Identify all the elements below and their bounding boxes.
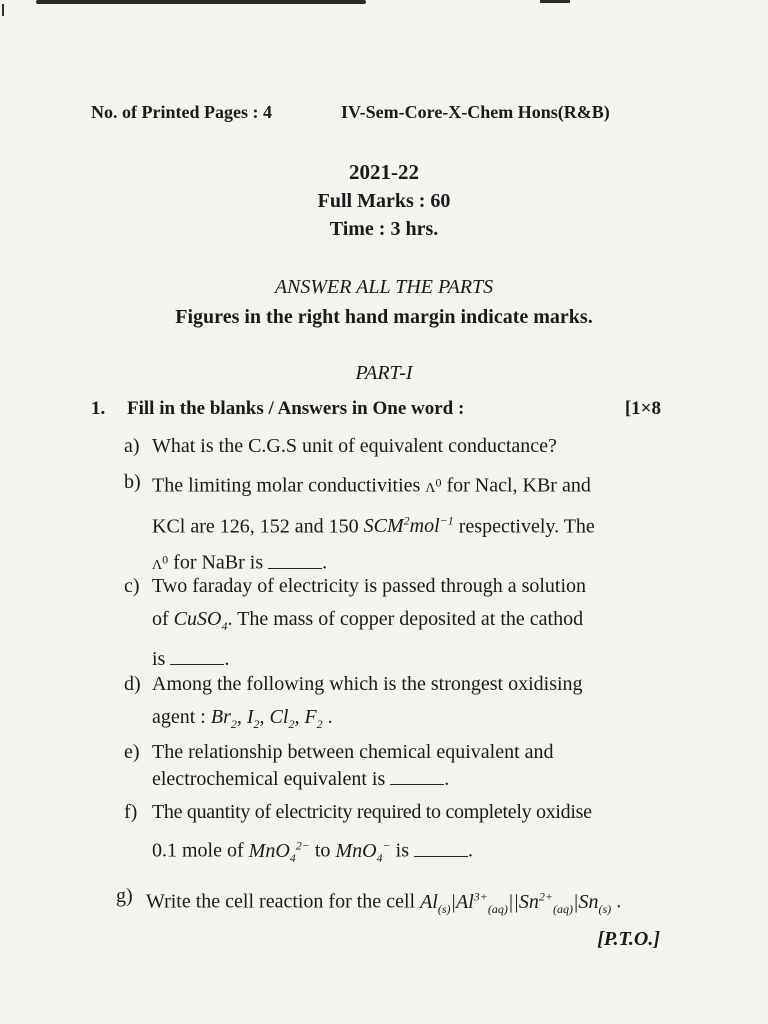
question-text: Fill in the blanks / Answers in One word : bbox=[127, 398, 465, 419]
printed-pages: No. of Printed Pages : 4 bbox=[91, 102, 272, 122]
item-f: f) The quantity of electricity required to completely oxidise 0.1 mole of MnO$_4^{2-}$ to MnO$_4$− is . bbox=[124, 796, 660, 875]
exam-year: 2021-22 bbox=[349, 160, 419, 184]
item-d: d) Among the following which is the strongest oxidising agent : $Br_2$, $I_2$, $Cl_2$, $F_2$ . bbox=[124, 668, 660, 741]
question-marks: [1×8 bbox=[624, 398, 661, 419]
instruction-figures: Figures in the right hand margin indicate marks. bbox=[175, 306, 593, 328]
item-label: c) bbox=[124, 575, 140, 597]
item-label: a) bbox=[124, 435, 140, 457]
answer-blank bbox=[268, 552, 322, 569]
item-g: g) Write the cell reaction for the cell $Al_{(s)}|Al^{3+}_{(aq)}||Sn^{2+}_{(aq)}|Sn_{(s)}$ . bbox=[116, 880, 676, 926]
halogen-list: $Br_2$, $I_2$, $Cl_2$, $F_2$ bbox=[210, 706, 323, 731]
scan-edge-mark bbox=[36, 0, 366, 4]
item-label: b) bbox=[124, 471, 141, 493]
item-label: g) bbox=[116, 885, 133, 907]
formula-cuso4: CuSO$_4$ bbox=[173, 608, 228, 633]
item-b: b) The limiting molar conductivities $\Lambda^0$ for Nacl, KBr and KCl are 126, 152 and 150 SCM$^2$mol$^{-1}$ respectively. The $\Lambda^0$ for NaBr is . bbox=[124, 466, 660, 582]
course-code: IV-Sem-Core-X-Chem Hons(R&B) bbox=[341, 102, 610, 122]
pto-note: [P.T.O.] bbox=[597, 928, 660, 950]
formula-mno4-minus: MnO$_4$− bbox=[335, 838, 391, 865]
item-text: What is the C.G.S unit of equivalent conductance? bbox=[152, 435, 557, 457]
unit-formula: SCM$^2$mol$^{-1}$ bbox=[363, 513, 454, 538]
lambda-symbol: $\Lambda^0$ bbox=[152, 552, 169, 573]
scan-edge-mark bbox=[540, 0, 570, 3]
part-title: PART-I bbox=[355, 362, 413, 384]
lambda-symbol: $\Lambda^0$ bbox=[425, 475, 442, 496]
item-a bbox=[124, 430, 660, 463]
answer-blank bbox=[390, 768, 444, 785]
full-marks: Full Marks : 60 bbox=[317, 190, 451, 212]
answer-blank bbox=[414, 840, 468, 857]
item-label: d) bbox=[124, 673, 141, 695]
item-label: f) bbox=[124, 801, 138, 823]
scan-edge-mark bbox=[2, 4, 4, 16]
answer-blank bbox=[170, 648, 224, 665]
formula-mno4-2minus: MnO$_4^{2-}$ bbox=[248, 838, 310, 865]
question-number: 1. bbox=[91, 398, 106, 419]
cell-notation: $Al_{(s)}|Al^{3+}_{(aq)}||Sn^{2+}_{(aq)}|Sn_{(s)}$ bbox=[420, 889, 612, 916]
item-e: e) The relationship between chemical equivalent and electrochemical equivalent is . bbox=[124, 736, 660, 796]
exam-time: Time : 3 hrs. bbox=[329, 218, 439, 240]
item-label: e) bbox=[124, 741, 140, 763]
instruction-answer-all: ANSWER ALL THE PARTS bbox=[274, 276, 494, 298]
item-c: c) Two faraday of electricity is passed through a solution of CuSO$_4$. The mass of copper deposited at the cathod is . bbox=[124, 570, 660, 676]
